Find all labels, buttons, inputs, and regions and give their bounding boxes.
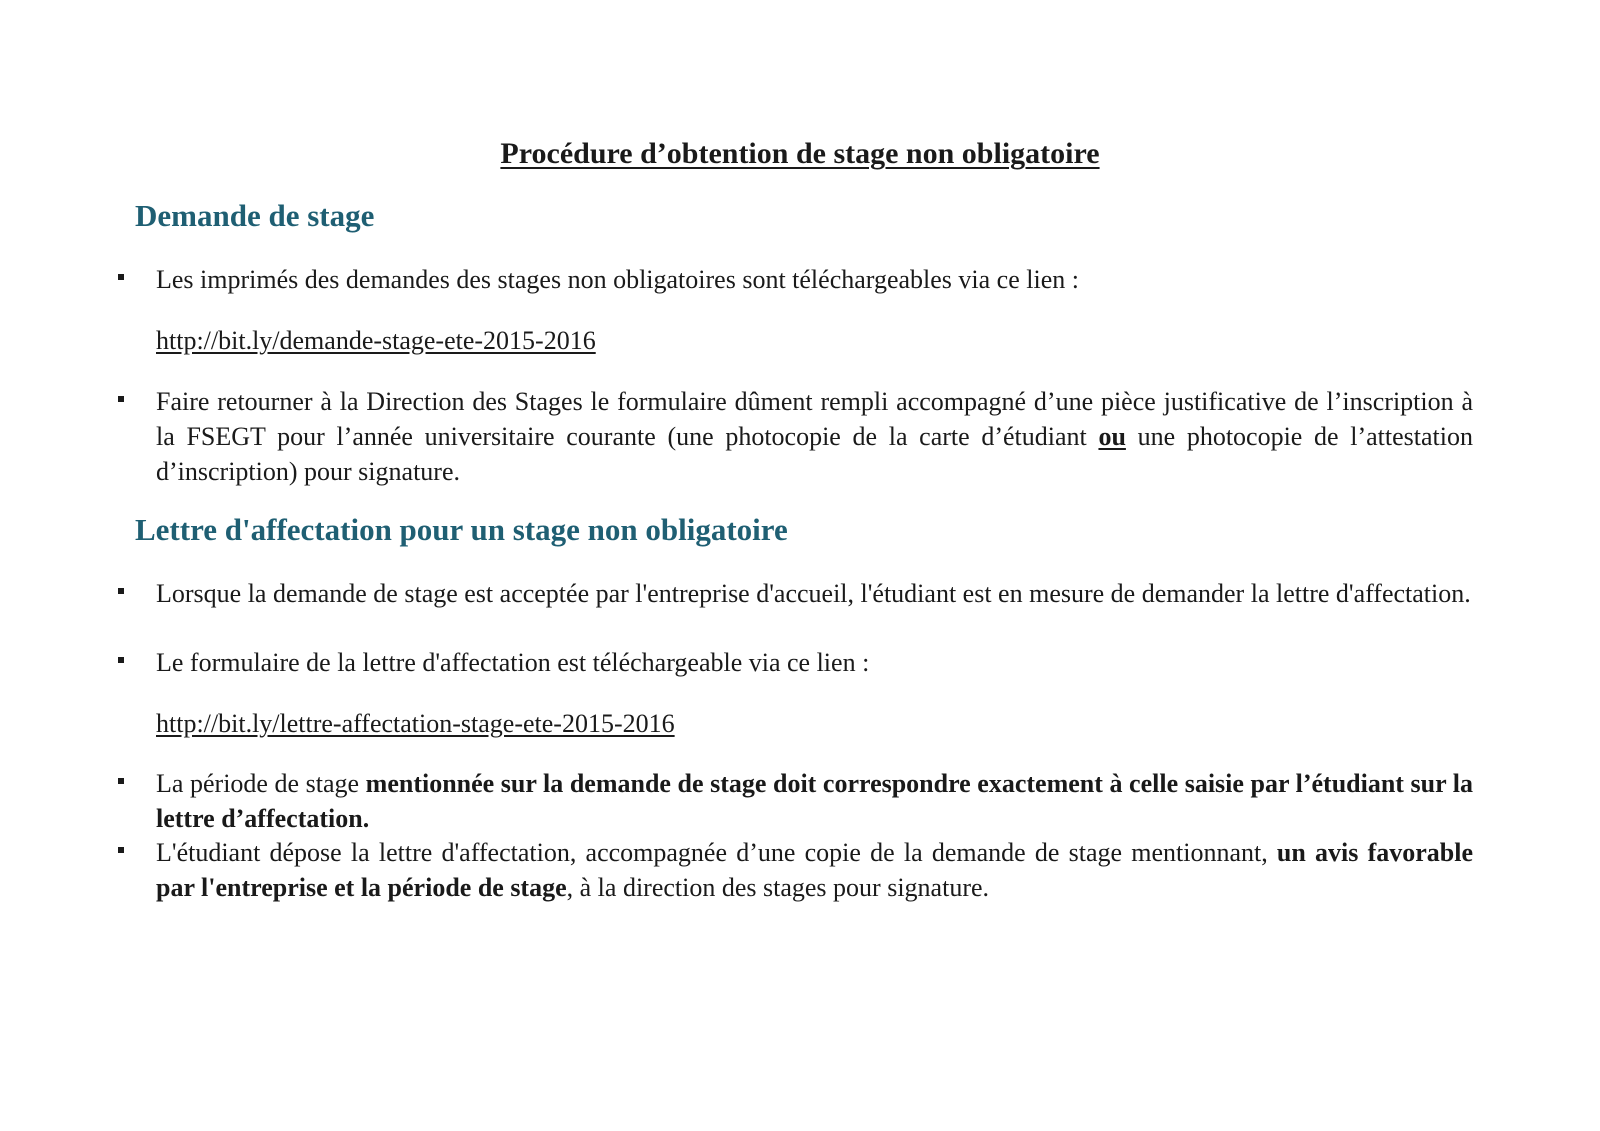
- list-item-text: Lorsque la demande de stage est acceptée par l'entreprise d'accueil, l'étudiant est en mesure de demander la lettre d'affectation.: [156, 579, 1471, 608]
- list-item-bold-text: mentionnée sur la demande de stage doit correspondre exactement à celle saisie par l’étudiant sur la lettre d’affectation.: [156, 769, 1473, 833]
- bullet-square-icon: [118, 588, 124, 594]
- demande-stage-link[interactable]: http://bit.ly/demande-stage-ete-2015-2016: [156, 326, 596, 355]
- list-item-text-part: Faire retourner à la Direction des Stages le formulaire dûment rempli accompagné d’une pièce justificative de l’inscription à la FSEGT pour l’année universitaire courante (une photocopie de la carte d’étudiant: [156, 387, 1473, 451]
- list-item-text-part: , à la direction des stages pour signature.: [566, 873, 990, 902]
- bullet-square-icon: [118, 657, 124, 663]
- section-heading-demande: Demande de stage: [135, 198, 375, 233]
- bullet-square-icon: [118, 847, 124, 853]
- list-item-text: [156, 766, 1473, 836]
- list-item-text: Le formulaire de la lettre d'affectation est téléchargeable via ce lien :: [156, 648, 870, 677]
- list-item-text-part: La période de stage: [156, 769, 366, 798]
- list-item-text: Les imprimés des demandes des stages non obligatoires sont téléchargeables via ce lien :: [156, 265, 1079, 294]
- bullet-square-icon: [118, 778, 124, 784]
- bullet-square-icon: [118, 274, 124, 280]
- bullet-square-icon: [118, 396, 124, 402]
- list-item-bold-text: un avis favorable par l'entreprise et la période de stage: [156, 838, 1473, 902]
- list-item-text-part: une photocopie de l’attestation d’inscription) pour signature.: [156, 422, 1473, 486]
- section-heading-lettre: Lettre d'affectation pour un stage non obligatoire: [135, 512, 788, 547]
- list-item-text-part: L'étudiant dépose la lettre d'affectation, accompagnée d’une copie de la demande de stage mentionnant,: [156, 838, 1277, 867]
- list-item-text: [156, 384, 1473, 489]
- document-title-text: Procédure d’obtention de stage non obligatoire: [500, 137, 1100, 170]
- emphasis-ou: ou: [1098, 422, 1126, 451]
- list-item-text: [156, 835, 1473, 905]
- document-title: [0, 134, 1600, 174]
- lettre-affectation-link[interactable]: http://bit.ly/lettre-affectation-stage-ete-2015-2016: [156, 709, 675, 738]
